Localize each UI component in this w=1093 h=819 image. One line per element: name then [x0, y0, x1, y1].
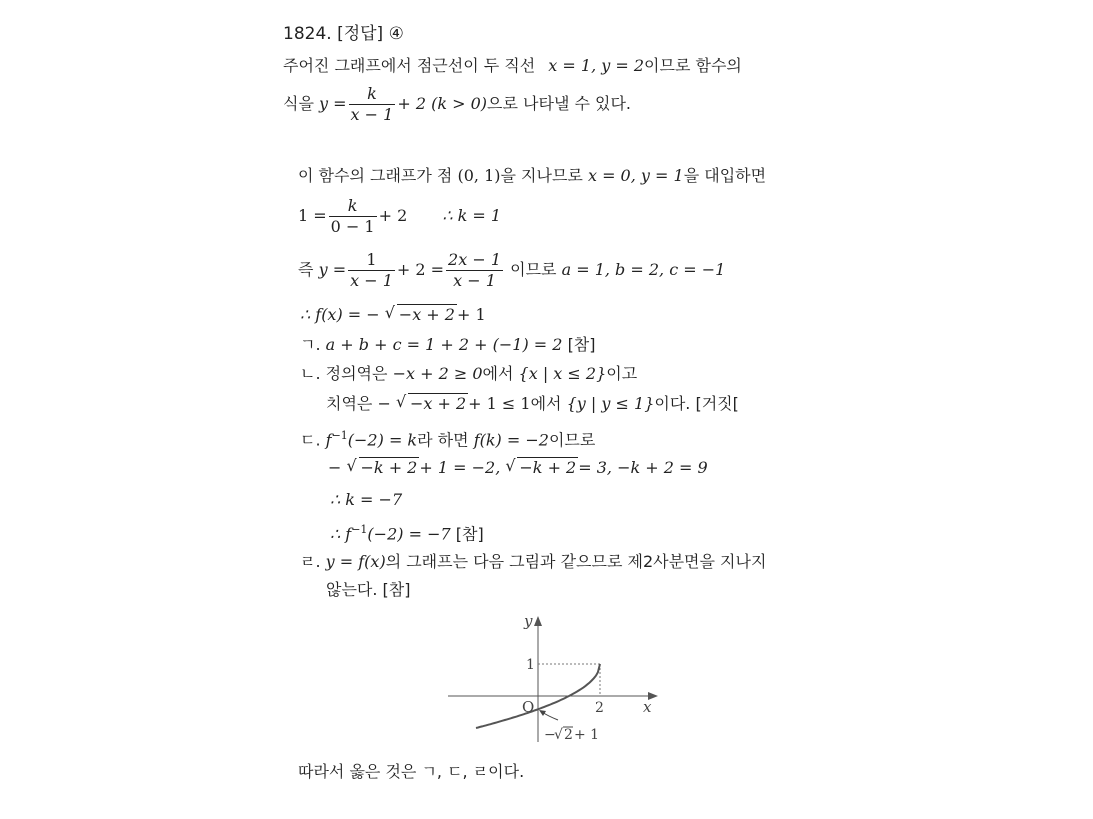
text: 에서	[530, 394, 562, 413]
math: 1 =	[298, 206, 327, 225]
text: 치역은	[326, 394, 373, 413]
denominator: 0 − 1	[330, 217, 375, 236]
fraction	[349, 84, 396, 125]
numerator: 2x − 1	[448, 250, 502, 269]
text: 으로 나타낼 수 있다.	[487, 94, 632, 113]
text: 식을	[283, 94, 314, 113]
sqrt	[385, 305, 457, 325]
y-axis-arrow	[534, 616, 542, 626]
text: 이 함수의 그래프가 점	[298, 166, 453, 185]
verdict: [참]	[567, 335, 596, 354]
text: 이므로	[510, 260, 557, 279]
text: 따라서 옳은 것은 ㄱ, ㄷ, ㄹ이다.	[298, 762, 525, 781]
solution-line-14	[300, 552, 766, 572]
text: 이므로	[548, 430, 596, 450]
verdict: [참]	[455, 524, 484, 544]
math-point: (0, 1)	[457, 166, 501, 185]
math: = 3, −k + 2 = 9	[578, 458, 708, 477]
text: 주어진 그래프에서 점근선이 두 직선	[283, 56, 536, 75]
math: −	[377, 394, 391, 413]
text: 을 지나므로	[500, 166, 583, 185]
numerator: k	[349, 84, 396, 105]
sqrt	[396, 394, 468, 414]
math: (−2) = k	[347, 430, 418, 450]
item-marker: ㄷ.	[300, 430, 321, 450]
math: + 1 ≤ 1	[468, 394, 531, 413]
math-set: {x | x ≤ 2}	[518, 364, 607, 383]
math: y =	[319, 94, 347, 113]
radicand: −k + 2	[360, 458, 418, 477]
superscript: −1	[331, 429, 348, 442]
answer-symbol: ④	[388, 24, 404, 44]
math: + 1	[456, 305, 486, 324]
fraction	[329, 196, 377, 237]
origin-label: O	[522, 698, 535, 716]
text: 을 대입하면	[683, 166, 767, 185]
solution-line-9	[326, 394, 739, 414]
solution-line-3	[298, 166, 766, 186]
math: y = f(x)	[325, 552, 386, 571]
numerator: 1	[348, 250, 395, 271]
math: f	[345, 524, 352, 544]
text: 에서	[482, 364, 514, 383]
math: ∴	[330, 524, 341, 544]
annotation-rest: + 1	[574, 727, 600, 743]
text: 정의역은	[325, 364, 388, 383]
function-graph	[440, 608, 680, 754]
solution-line-7	[300, 335, 596, 355]
solution-line-5	[298, 250, 725, 291]
sqrt	[347, 458, 420, 478]
text: 이다. [거짓[	[654, 394, 739, 413]
math: −	[328, 458, 342, 477]
math: + 1 = −2,	[419, 458, 501, 477]
item-marker: ㄹ.	[300, 552, 321, 571]
problem-header	[283, 24, 404, 44]
radicand: −x + 2	[398, 305, 455, 324]
math: x = 0, y = 1	[587, 166, 684, 185]
solution-line-12	[330, 490, 402, 510]
sqrt	[505, 458, 578, 478]
text: 이고	[606, 364, 638, 383]
solution-line-2	[283, 84, 631, 125]
radicand: −k + 2	[519, 458, 577, 477]
solution-line-8	[300, 364, 637, 384]
math-therefore: ∴ k = 1	[442, 206, 502, 225]
math: −x + 2 ≥ 0	[392, 364, 483, 383]
text: 라 하면	[417, 430, 469, 450]
annotation-arrowhead	[539, 710, 546, 716]
annotation-sqrt-value: 2	[564, 727, 573, 743]
math-asymptotes: x = 1, y = 2	[548, 56, 645, 75]
problem-number: 1824.	[283, 24, 332, 44]
y-axis-label: y	[524, 612, 533, 630]
text: 의 그래프는 다음 그림과 같으므로 제2사분면을 지나지	[385, 552, 767, 571]
radicand: −x + 2	[409, 394, 467, 413]
item-marker: ㄱ.	[300, 335, 321, 354]
math: f	[325, 430, 332, 450]
math: f(k) = −2	[473, 430, 549, 450]
solution-line-6	[300, 305, 486, 325]
tick-label-1: 1	[526, 657, 535, 673]
math-therefore: ∴ k = −7	[330, 490, 403, 509]
superscript: −1	[351, 523, 368, 536]
math: (−2) = −7	[367, 524, 451, 544]
denominator: x − 1	[350, 271, 393, 290]
text: 즉	[298, 260, 314, 279]
solution-line-4	[298, 196, 501, 237]
text: 이므로 함수의	[644, 56, 742, 75]
math: a + b + c = 1 + 2 + (−1) = 2	[325, 335, 563, 354]
math: + 2 (k > 0)	[397, 94, 488, 113]
math: a = 1, b = 2, c = −1	[561, 260, 726, 279]
numerator: k	[329, 196, 377, 217]
annotation-minus: −	[544, 727, 556, 743]
math-set: {y | y ≤ 1}	[566, 394, 655, 413]
answer-label: [정답]	[337, 24, 384, 44]
denominator: x − 1	[453, 271, 496, 290]
solution-line-15	[326, 580, 410, 600]
fraction	[446, 250, 503, 291]
x-axis-label: x	[643, 698, 652, 716]
tick-label-2: 2	[595, 700, 604, 716]
math: ∴ f(x) = −	[300, 305, 380, 324]
solution-line-11	[328, 458, 708, 478]
denominator: x − 1	[350, 105, 394, 124]
annotation-sqrt-sign: √	[554, 727, 563, 743]
math: y =	[318, 260, 347, 279]
text: 않는다. [참]	[326, 580, 411, 599]
conclusion	[298, 762, 524, 782]
fraction	[348, 250, 395, 291]
solution-line-13	[330, 520, 484, 544]
math: + 2	[378, 206, 408, 225]
solution-line-10	[300, 426, 595, 450]
item-marker: ㄴ.	[300, 364, 321, 383]
math: + 2 =	[396, 260, 445, 279]
solution-line-1	[283, 56, 742, 76]
